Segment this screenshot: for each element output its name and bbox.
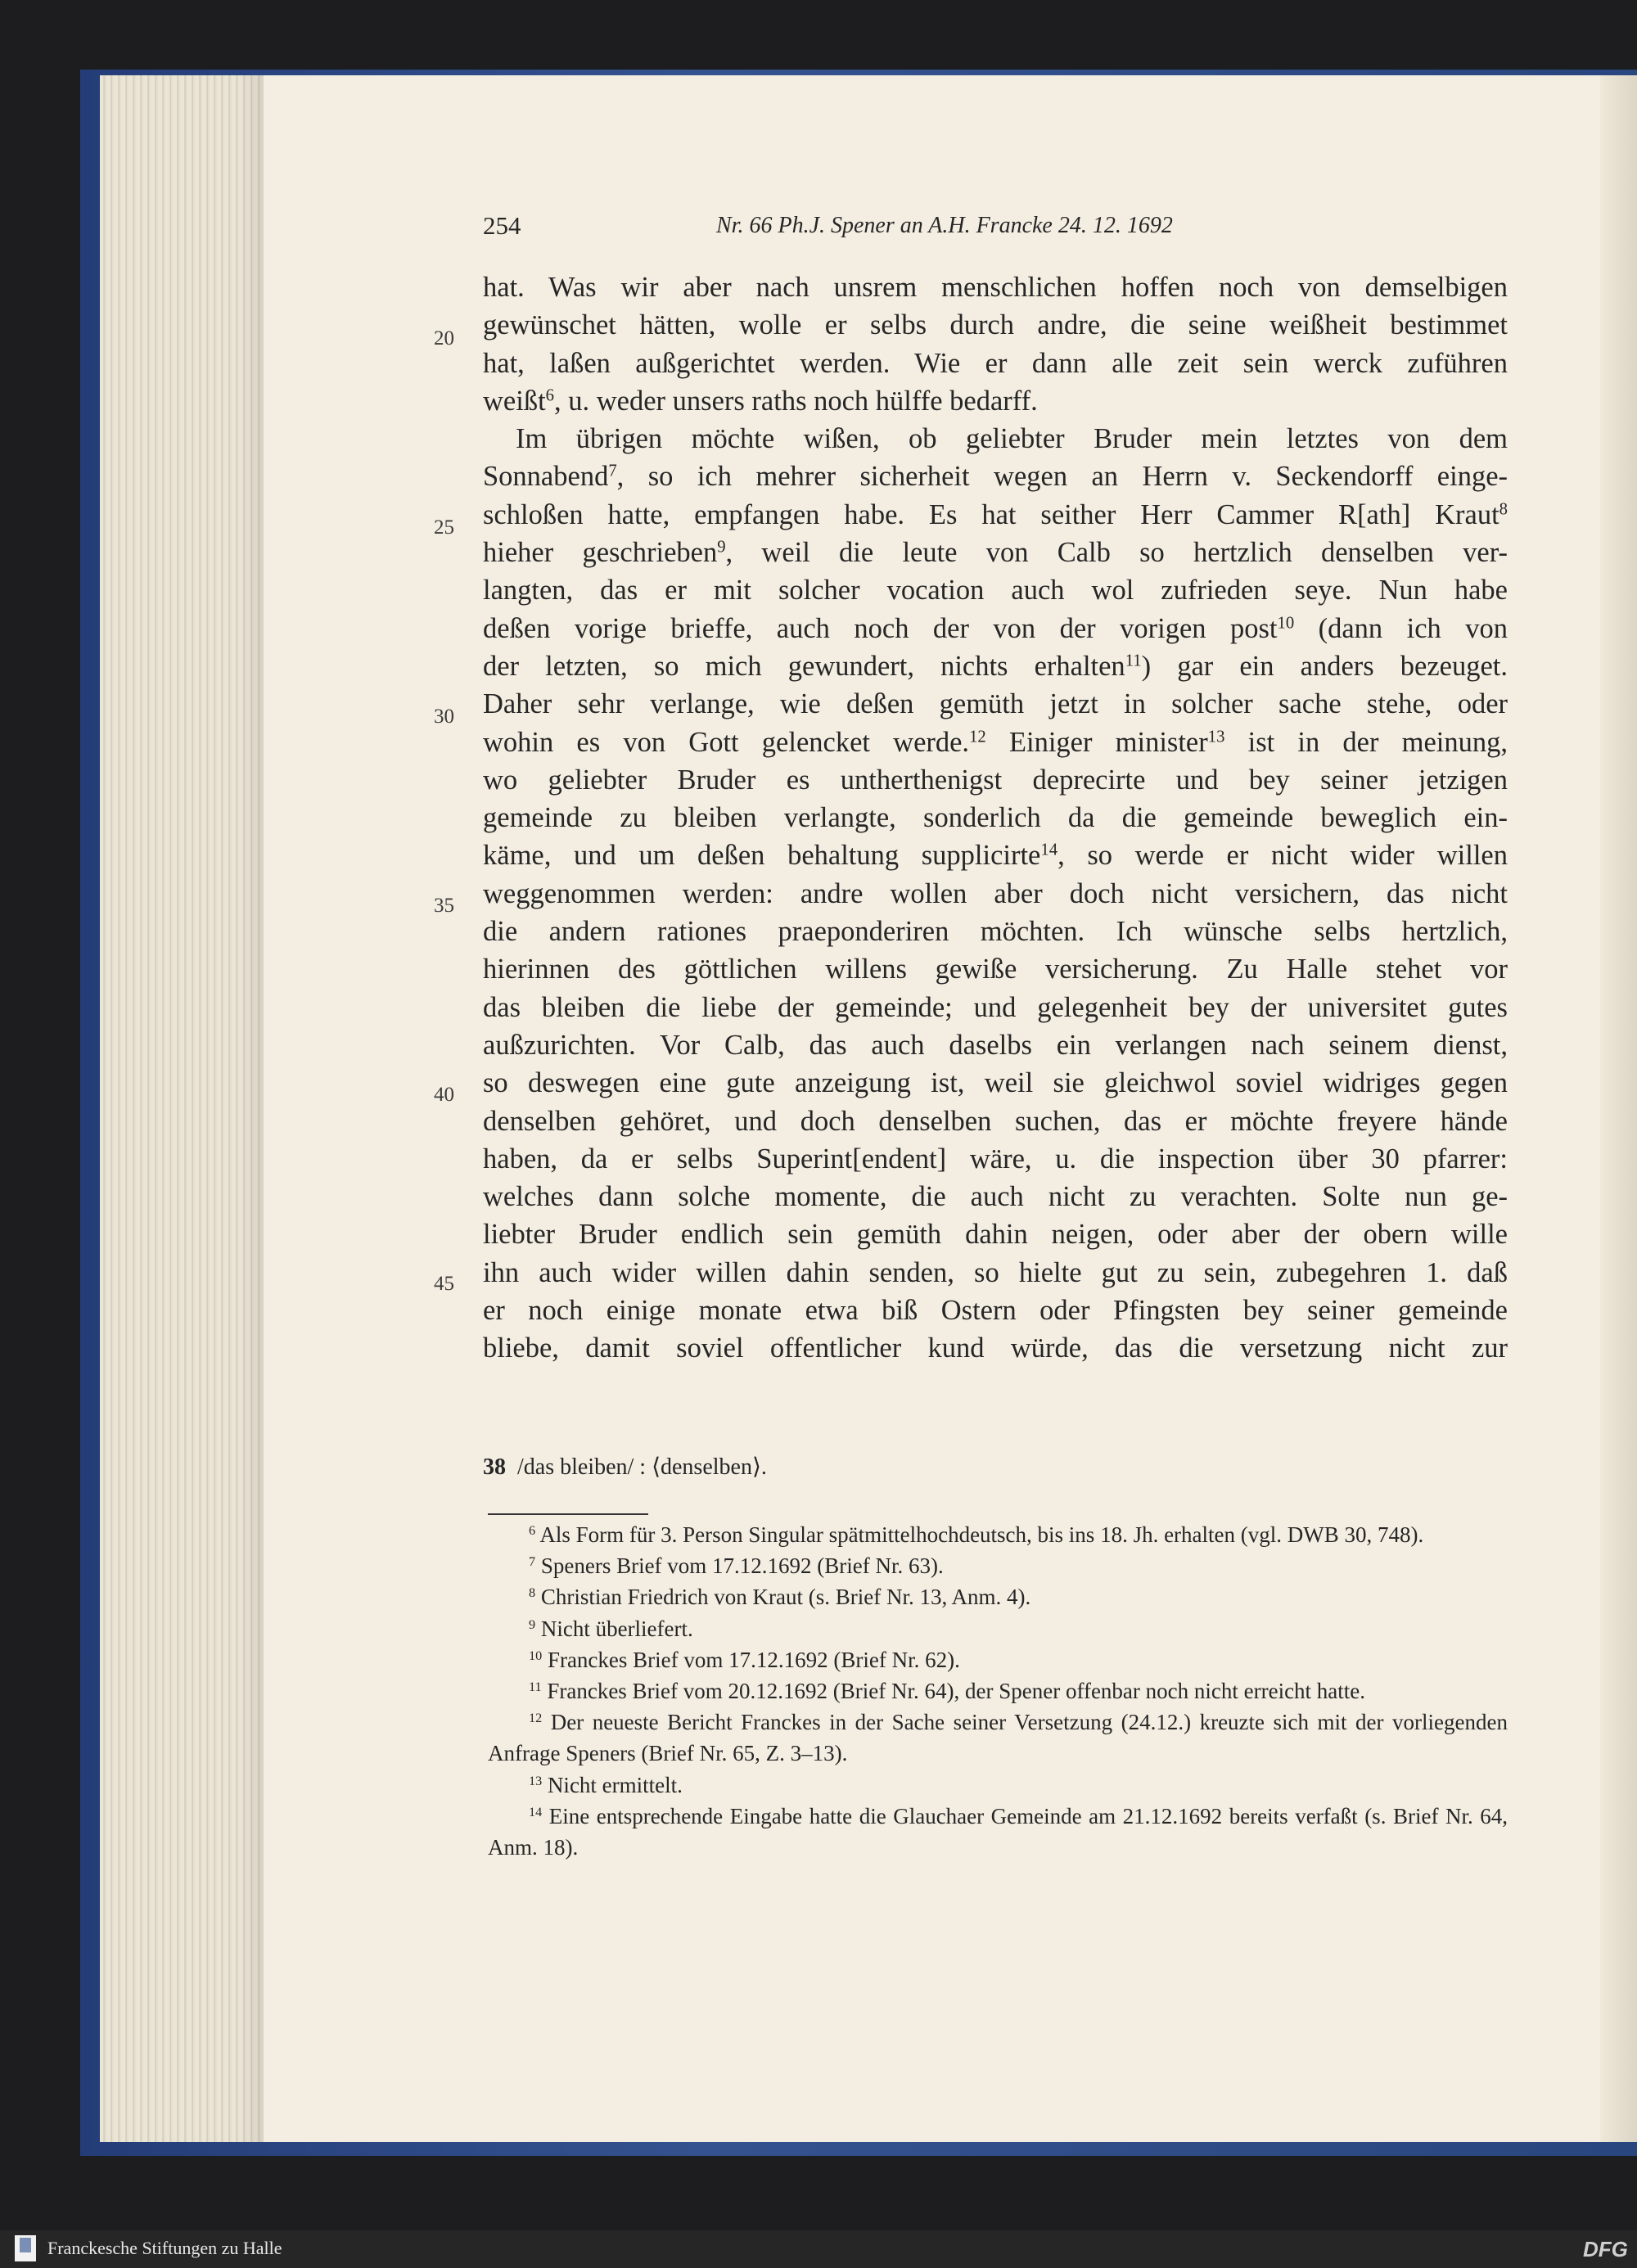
text-line: außzurichten. Vor Calb, das auch daselbs ein verlangen nach seinem dienst, [483,1029,1508,1061]
footnote: $^6$ Als Form für 3. Person Singular spätmittelhochdeutsch, bis ins 18. Jh. erhalten (vgl. DWB 30, 748). [529,1522,1424,1547]
running-head: Nr. 66 Ph.J. Spener an A.H. Francke 24. 12. 1692 [716,213,1173,238]
text-line: wohin es von Gott gelencket werde.$^{12}$ Einiger minister$^{13}$ ist in der meinung, [483,726,1508,758]
footnote-ref: 7 [608,462,617,481]
footnote-ref: 13 [1207,728,1225,746]
text-line: der letzten, so mich gewundert, nichts erhalten$^{11}$) gar ein anders bezeuget. [483,650,1508,682]
footnote-ref: 6 [545,386,554,405]
critical-apparatus [483,1453,767,1481]
text-line: die andern rationes praeponderiren möchten. Ich wünsche selbs hertzlich, [483,916,1508,948]
page-header [483,211,1273,247]
footnote: $^{10}$ Franckes Brief vom 17.12.1692 (Brief Nr. 62). [529,1647,960,1672]
text-line: Im übrigen möchte wißen, ob geliebter Bruder mein letztes von dem [516,423,1508,455]
text-line: weißt$^6$, u. weder unsers raths noch hülffe bedarff. [483,385,1038,417]
text-line: schloßen hatte, empfangen habe. Es hat seither Herr Cammer R[ath] Kraut$^8$ [483,498,1508,530]
text-line: gewünschet hätten, wolle er selbs durch andre, die seine weißheit bestimmet [483,309,1508,341]
institution-logo-icon [15,2235,36,2261]
text-line: gemeinde zu bleiben verlangte, sonderlich da die gemeinde beweglich ein- [483,802,1508,834]
page-number: 254 [483,211,521,240]
text-line: wo geliebter Bruder es untherthenigst deprecirte und bey seiner jetzigen [483,764,1508,796]
text-line: hat. Was wir aber nach unsrem menschlichen hoffen noch von demselbigen [483,272,1508,303]
footnote-ref: 11 [1125,652,1142,670]
footnote-ref: 9 [717,538,726,557]
text-line: weggenommen werden: andre wollen aber doch nicht versichern, das nicht [483,877,1508,909]
footnote: $^{12}$ Der neueste Bericht Franckes in der Sache seiner Versetzung (24.12.) kreuzte sich mit der vorliegenden Anfrage Speners (Brief Nr. 65, Z. 3–13). [488,1710,1508,1766]
text-line: käme, und um deßen behaltung supplicirte$^{14}$, so werde er nicht wider willen [483,840,1508,872]
apparatus-text: /das bleiben/ : ⟨denselben⟩. [517,1454,767,1480]
text-line: Sonnabend$^7$, so ich mehrer sicherheit wegen an Herrn v. Seckendorff einge- [483,461,1508,493]
text-line: denselben gehöret, und doch denselben suchen, das er möchte freyere hände [483,1105,1508,1137]
footnote-ref: 10 [1277,614,1295,633]
text-line: deßen vorige brieffe, auch noch der von der vorigen post$^{10}$ (dann ich von [483,612,1508,644]
text-line: hieher geschrieben$^9$, weil die leute von Calb so hertzlich denselben ver- [483,537,1508,569]
line-number-40: 40 [434,1084,454,1106]
footer-institution: Franckesche Stiftungen zu Halle [47,2238,282,2258]
footnote: $^{14}$ Eine entsprechende Eingabe hatte die Glauchaer Gemeinde am 21.12.1692 bereits verfaßt (s. Brief Nr. 64, Anm. 18). [488,1803,1508,1860]
text-line: hierinnen des göttlichen willens gewiße versicherung. Zu Halle stehet vor [483,954,1508,985]
text-line: Daher sehr verlange, wie deßen gemüth jetzt in solcher sache stehe, oder [483,688,1508,720]
text-line: welches dann solche momente, die auch nicht zu verachten. Solte nun ge- [483,1181,1508,1213]
text-line: bliebe, damit soviel offentlicher kund würde, das die versetzung nicht zur [483,1332,1508,1364]
footnote: $^7$ Speners Brief vom 17.12.1692 (Brief Nr. 63). [529,1553,944,1579]
footnote: $^{13}$ Nicht ermittelt. [529,1772,683,1797]
dfg-badge: DFG [1583,2237,1628,2261]
text-line: haben, da er selbs Superint[endent] wäre, u. die inspection über 30 pfarrer: [483,1143,1508,1175]
apparatus-line-ref: 38 [483,1454,506,1480]
text-line: ihn auch wider willen dahin senden, so hielte gut zu sein, zubegehren 1. daß [483,1256,1508,1288]
text-line: liebter Bruder endlich sein gemüth dahin neigen, oder aber der obern wille [483,1219,1508,1251]
line-number-30: 30 [434,706,454,728]
page-edges [100,75,264,2142]
text-line: langten, das er mit solcher vocation auch wol zufrieden seye. Nun habe [483,575,1508,606]
line-number-25: 25 [434,516,454,539]
letter-body [483,268,1508,1368]
footnote: $^{11}$ Franckes Brief vom 20.12.1692 (Brief Nr. 64), der Spener offenbar noch nicht erreicht hatte. [529,1679,1366,1704]
text-line: das bleiben die liebe der gemeinde; und gelegenheit bey der universitet gutes [483,991,1508,1023]
text-line: so deswegen eine gute anzeigung ist, weil sie gleichwol soviel widriges gegen [483,1067,1508,1099]
footnote: $^9$ Nicht überliefert. [529,1616,693,1641]
text-line: hat, laßen außgerichtet werden. Wie er dann alle zeit sein werck zuführen [483,347,1508,379]
footnote-ref: 14 [1040,841,1058,860]
footnote-divider [488,1513,648,1515]
right-page-edge [1600,75,1637,2142]
line-number-35: 35 [434,895,454,917]
footnote-ref: 8 [1499,500,1508,519]
footnote: $^8$ Christian Friedrich von Kraut (s. Brief Nr. 13, Anm. 4). [529,1585,1031,1610]
line-number-20: 20 [434,327,454,349]
footnotes [488,1519,1508,1863]
text-line: er noch einige monate etwa biß Ostern oder Pfingsten bey seiner gemeinde [483,1295,1508,1327]
line-number-45: 45 [434,1273,454,1295]
footnote-ref: 12 [969,728,986,746]
